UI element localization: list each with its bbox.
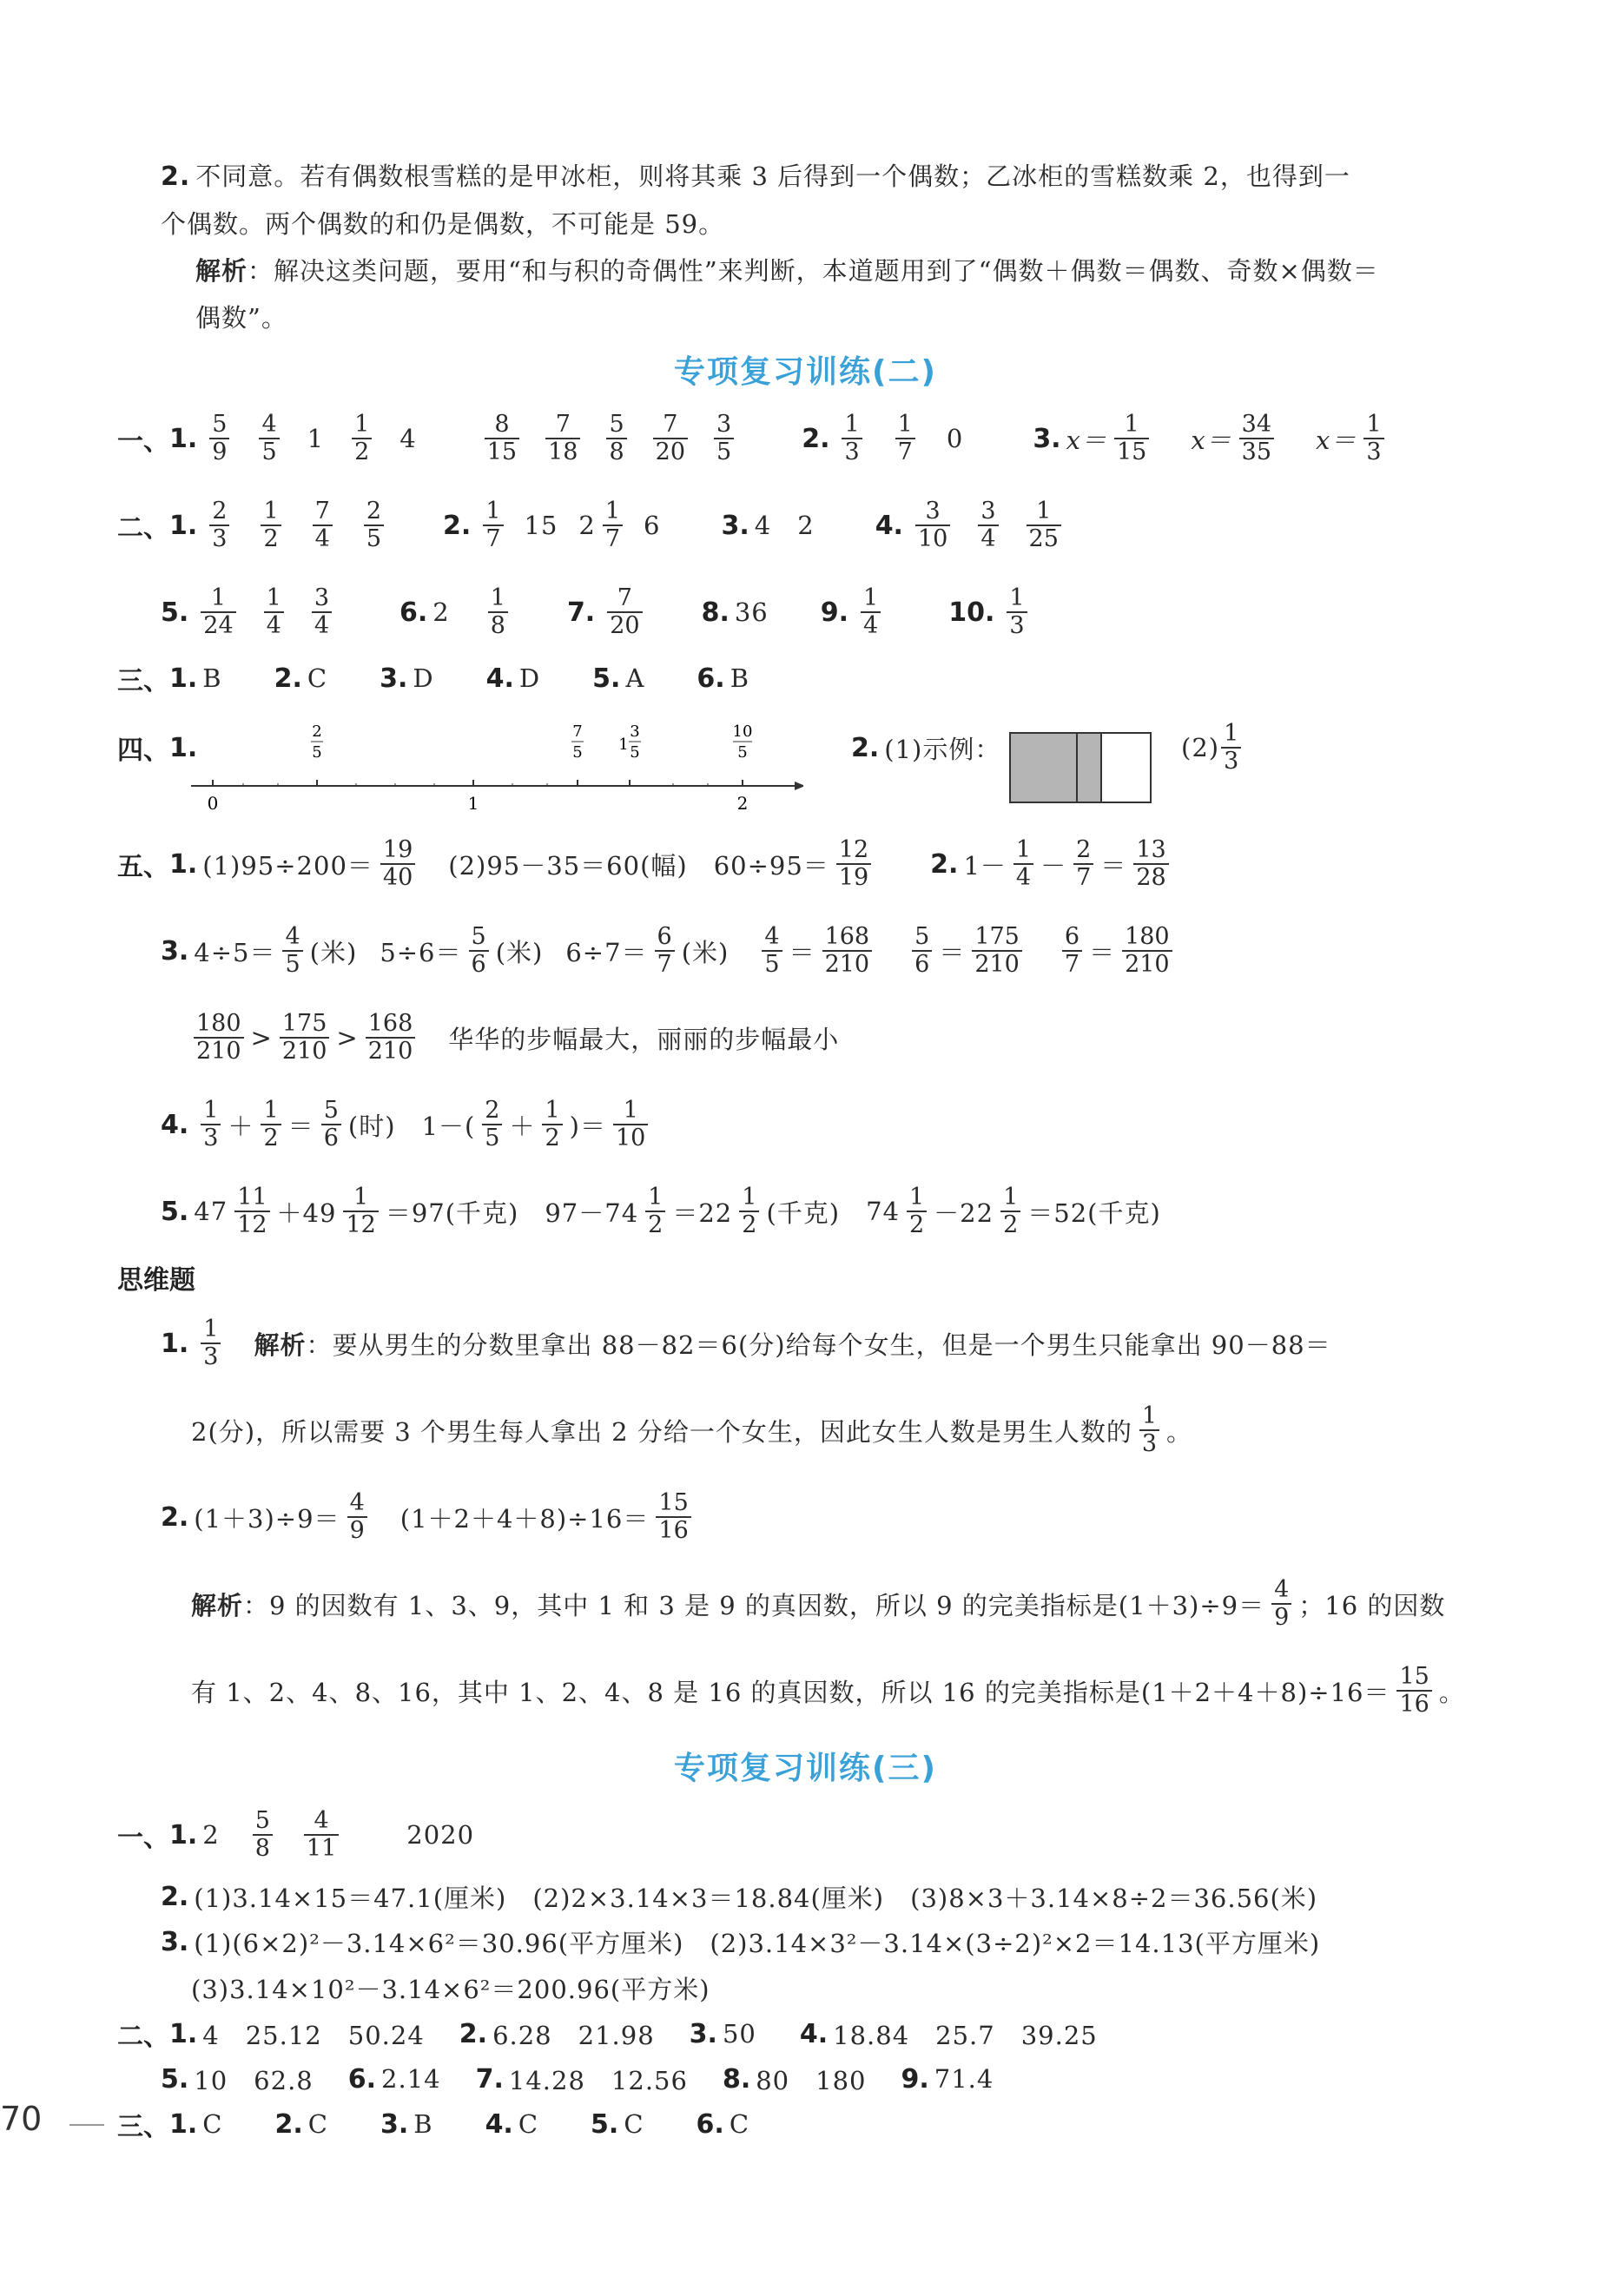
page-number-rule: [69, 2124, 104, 2126]
part-5-item-5: 5. 47 $\frac{11}{12}$ ＋49 $\frac{1}{12}$ ＝97(千克) 97－74 $\frac{1}{2}$ ＝22 $\frac{1}{2}$ (千克) 74 $\frac{1}{2}$ －22 $\frac{1}{2}$ ＝52(千克): [161, 1184, 1161, 1238]
thinking-q2-analysis-1: 解析 ：9 的因数有 1、3、9，其中 1 和 3 是 9 的真因数，所以 9 的完美指标是(1＋3)÷9＝ $\frac{4}{9}$ ；16 的因数: [191, 1576, 1446, 1631]
shaded-rectangle-example: [1009, 732, 1152, 803]
thinking-questions-heading: 思维题: [117, 1265, 195, 1296]
fraction: $\frac{4}{5}$: [259, 412, 279, 465]
part-2-answers-b: 5. $\frac{1}{24}$ $\frac{1}{4}$ $\frac{3}{4}$ 6. 2 $\frac{1}{8}$ 7. $\frac{7}{20}$ 8. 36 9. $\frac{1}{4}$ 10. $\frac{1}{3}$: [161, 582, 1034, 643]
part-3-answers: 三、 1. B 2. C 3. D 4. D 5. A 6. B: [117, 663, 749, 696]
thinking-q2: 2. (1＋3)÷9＝ $\frac{4}{9}$ (1＋2＋4＋8)÷16＝ $\frac{15}{16}$: [161, 1487, 698, 1547]
svg-text:5: 5: [737, 743, 748, 762]
section-title: 专项复习训练(二): [674, 354, 937, 390]
tick-label: 2: [736, 793, 749, 814]
fraction: $\frac{1}{3}$: [842, 412, 862, 465]
fraction: $\frac{34}{35}$: [1239, 412, 1274, 465]
svg-text:1: 1: [618, 736, 629, 754]
part-2-answers-a: 二、 1. $\frac{2}{3}$ $\frac{1}{2}$ $\frac{7}{4}$ $\frac{2}{5}$ 2. $\frac{1}{7}$ 15 2 $\frac{1}{7}$ 6 3. 4 2 4. $\frac{3}{10}$ $\frac{3}{4}$ $\frac{1}{25}$: [117, 495, 1068, 556]
fraction: $\frac{1}{3}$: [1363, 412, 1383, 465]
part-4-item-2: 2. (1)示例：: [851, 732, 1001, 764]
part3-1-item-1: 一、 1. 2 $\frac{5}{8}$ $\frac{4}{11}$ 2020: [117, 1807, 475, 1862]
part-4-item-2-answer: (2) $\frac{1}{3}$: [1181, 717, 1248, 778]
fraction: $\frac{1}{15}$: [1114, 412, 1149, 465]
fraction: $\frac{8}{15}$: [485, 412, 519, 465]
fraction: $\frac{1}{2}$: [352, 412, 372, 465]
part3-1-item-3: 3. (1)(6×2)²－3.14×6²＝30.96(平方厘米) (2)3.14×3²－3.14×(3÷2)²×2＝14.13(平方厘米): [161, 1926, 1321, 1958]
answer-2-paragraph: 2. 不同意。若有偶数根雪糕的是甲冰柜，则将其乘 3 后得到一个偶数；乙冰柜的雪糕数乘 2，也得到一 个偶数。两个偶数的和仍是偶数，不可能是 59。: [161, 162, 1350, 239]
fraction: $\frac{5}{8}$: [606, 412, 626, 465]
part3-1-item-3-cont: (3)3.14×10²－3.14×6²＝200.96(平方米): [191, 1974, 710, 2004]
svg-text:5: 5: [312, 743, 322, 762]
mark-numerator: 7: [572, 722, 583, 741]
svg-text:5: 5: [630, 743, 640, 762]
part3-2-row-a: 二、 1. 4 25.12 50.24 2. 6.28 21.98 3. 50 4. 18.84 25.7 39.25: [117, 2018, 1098, 2052]
mark-numerator: 2: [312, 722, 322, 741]
part-4-label: 四、 1.: [117, 732, 198, 766]
part3-2-row-b: 5. 10 62.8 6. 2.14 7. 14.28 12.56 8. 80 180 9. 71.4: [161, 2063, 994, 2095]
part3-3-answers: 三、 1. C 2. C 3. B 4. C 5. C 6. C: [117, 2108, 750, 2142]
thinking-q2-analysis-2: 有 1、2、4、8、16，其中 1、2、4、8 是 16 的真因数，所以 16 的完美指标是(1＋2＋4＋8)÷16＝ $\frac{15}{16}$ 。: [191, 1663, 1465, 1718]
fraction: $\frac{7}{18}$: [545, 412, 580, 465]
section-title: 专项复习训练(三): [674, 1751, 937, 1786]
mark-numerator: 3: [630, 722, 640, 741]
tick-label: 1: [467, 793, 479, 814]
tick-label: 0: [207, 793, 219, 814]
thinking-q1-line2: 2(分)，所以需要 3 个男生每人拿出 2 分给一个女生，因此女生人数是男生人数的 $\frac{1}{3}$ 。: [191, 1402, 1193, 1457]
part-5-item-1: 五、 1. (1)95÷200＝ $\frac{19}{40}$ (2)95－35＝60(幅) 60÷95＝ $\frac{12}{19}$ 2. 1－ $\frac{1}{4}$ － $\frac{2}{7}$ ＝ $\frac{13}{28}$: [117, 834, 1176, 894]
part-1-answers: 一、 1. $\frac{5}{9}$ $\frac{4}{5}$ 1 $\frac{1}{2}$ 4 $\frac{8}{15}$ $\frac{7}{18}$ $\frac{5}{8}$ $\frac{7}{20}$ $\frac{3}{5}$ 2. $\frac{1}{3}$ $\frac{1}{7}$ 0 3. x＝ $\frac{1}{15}$ x＝ $\frac{34}{35}$ x＝ $\frac{1}{3}$: [117, 408, 1391, 469]
part-5-item-4: 4. $\frac{1}{3}$ ＋ $\frac{1}{2}$ ＝ $\frac{5}{6}$ (时) 1－( $\frac{2}{5}$ ＋ $\frac{1}{2}$ )＝ $\frac{1}{10}$: [161, 1094, 655, 1155]
thinking-q1: 1. $\frac{1}{3}$ 解析 ：要从男生的分数里拿出 88－82＝6(分)给每个女生，但是一个男生只能拿出 90－88＝: [161, 1316, 1331, 1370]
fraction: $\frac{7}{20}$: [653, 412, 688, 465]
fraction: $\frac{5}{9}$: [209, 412, 229, 465]
analysis-paragraph: 解析：解决这类问题，要用“和与积的奇偶性”来判断，本道题用到了“偶数＋偶数＝偶数、奇数×偶数＝ 偶数”。: [195, 256, 1379, 333]
part3-1-item-2: 2. (1)3.14×15＝47.1(厘米) (2)2×3.14×3＝18.84(厘米) (3)8×3＋3.14×8÷2＝36.56(米): [161, 1881, 1318, 1913]
svg-text:5: 5: [572, 743, 583, 762]
fraction: $\frac{1}{7}$: [895, 412, 915, 465]
page-number: 70: [0, 2100, 43, 2138]
number-line-diagram: [187, 721, 803, 825]
item-number: 2.: [161, 162, 191, 192]
mark-numerator: 10: [732, 722, 753, 741]
part-5-item-3-comparison: $\frac{180}{210}$ > $\frac{175}{210}$ > $\frac{168}{210}$ 华华的步幅最大，丽丽的步幅最小: [187, 1007, 839, 1068]
fraction: $\frac{3}{5}$: [714, 412, 734, 465]
part-5-item-3: 3. 4÷5＝ $\frac{4}{5}$ (米) 5÷6＝ $\frac{5}{6}$ (米) 6÷7＝ $\frac{6}{7}$ (米) $\frac{4}{5}$ ＝ $\frac{168}{210}$ $\frac{5}{6}$ ＝ $\frac{175}{210}$ $\frac{6}{7}$ ＝ $\frac{180}{210}$: [161, 920, 1179, 981]
